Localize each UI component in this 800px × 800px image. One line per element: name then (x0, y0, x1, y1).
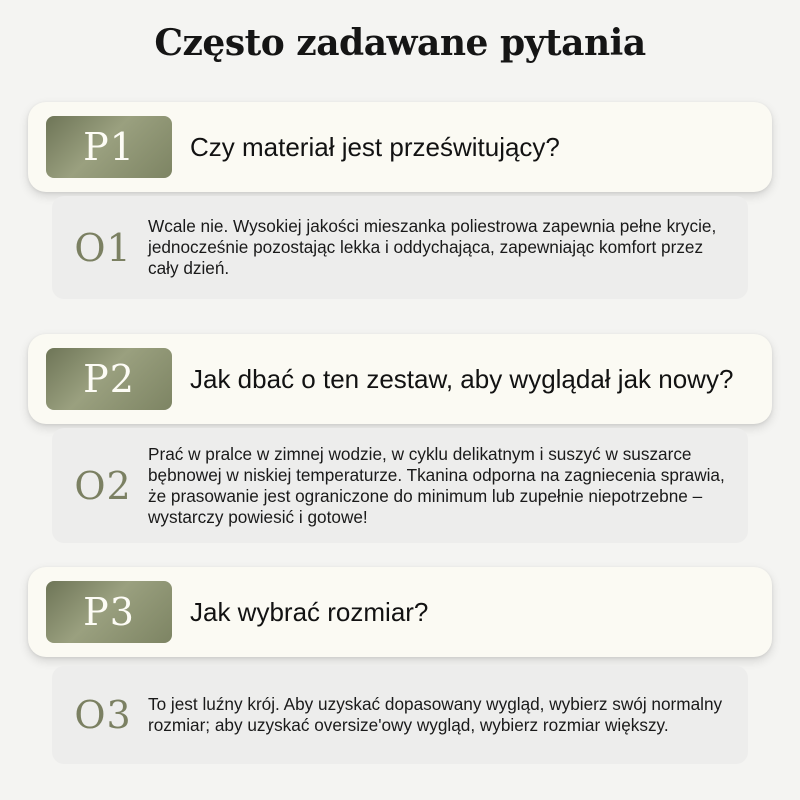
question-text: Jak dbać o ten zestaw, aby wyglądał jak nowy? (190, 363, 734, 394)
question-text: Czy materiał jest prześwitujący? (190, 131, 560, 162)
answer-text: Prać w pralce w zimnej wodzie, w cyklu delikatnym i suszyć w suszarce bębnowej w niskiej temperaturze. Tkanina odporna na zagniecenia sprawia, że prasowanie jest ograniczone do minimum lub zupełnie niepotrzebne – wystarczy powiesić i gotowe! (148, 443, 725, 527)
question-badge: P3 (46, 581, 172, 643)
faq-question-card-2 (28, 334, 772, 424)
answer-number: O1 (74, 225, 132, 270)
question-badge: P1 (46, 116, 172, 178)
faq-question-card-1 (28, 102, 772, 192)
faq-answer-card-1 (52, 196, 748, 299)
question-text: Jak wybrać rozmiar? (190, 596, 429, 627)
answer-number: O2 (74, 463, 132, 508)
faq-question-card-3 (28, 567, 772, 657)
page-title: Często zadawane pytania (154, 22, 646, 64)
answer-text: To jest luźny krój. Aby uzyskać dopasowany wygląd, wybierz swój normalny rozmiar; aby uzyskać oversize'owy wygląd, wybierz rozmiar większy. (148, 694, 723, 735)
answer-number: O3 (74, 693, 132, 737)
faq-answer-card-2 (52, 428, 748, 543)
question-badge: P2 (46, 348, 172, 410)
faq-answer-card-3 (52, 666, 748, 764)
answer-text: Wcale nie. Wysokiej jakości mieszanka poliestrowa zapewnia pełne krycie, jednocześnie pozostając lekka i oddychająca, zapewniając komfort przez cały dzień. (148, 216, 717, 278)
